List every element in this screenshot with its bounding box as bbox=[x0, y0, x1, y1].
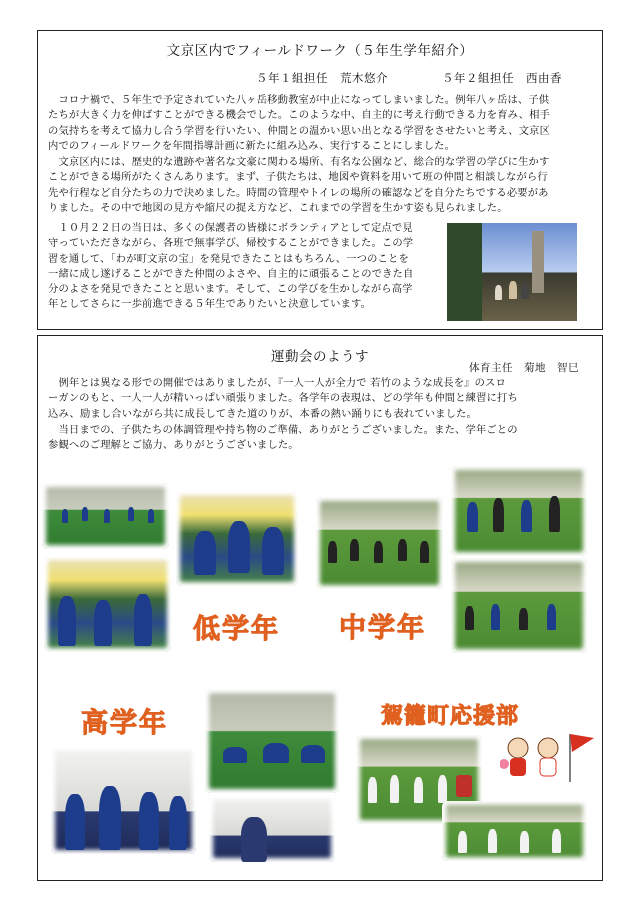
sports-day-title: 運動会のようす bbox=[271, 349, 369, 365]
teacher-class1: ５年１組担任 荒木悠介 bbox=[256, 71, 388, 85]
photo-upper-grade-2 bbox=[51, 746, 196, 854]
photo-middle-grade-2 bbox=[451, 466, 587, 556]
teacher-class2: ５年２組担任 西由香 bbox=[442, 71, 562, 85]
fieldwork-section bbox=[37, 30, 603, 330]
fieldwork-title: 文京区内でフィールドワーク（５年生学年紹介） bbox=[166, 43, 474, 59]
sports-day-paragraph-2: 当日までの、子供たちの体調管理や持ち物のご準備、ありがとうございました。また、学年ごとの 参観へのご理解とご協力、ありがとうございました。 bbox=[48, 424, 518, 452]
sports-day-paragraph-1: 例年とは異なる形での開催ではありましたが、『一人一人が全力で 若竹のような成長を』のスロ ーガンのもと、一人一人が精いっぱい頑張りました。各学年の表現は、どの学年も仲間と練習に打ち 込み、励まし合いながら共に成長してきた道のりが、本番の熱い踊りにも表れていました。 bbox=[48, 377, 518, 420]
photo-lower-grade-3 bbox=[44, 556, 171, 652]
photo-cheer-club-2 bbox=[442, 801, 587, 861]
fieldwork-photo bbox=[447, 223, 577, 321]
photo-lower-grade-1 bbox=[42, 483, 169, 549]
photo-upper-grade-3 bbox=[209, 795, 335, 862]
cheerleader-illustration bbox=[500, 728, 598, 783]
photo-upper-grade-1 bbox=[205, 689, 339, 793]
fieldwork-paragraph-2: 文京区内には、歴史的な遺跡や著名な文豪に関わる場所、有名な公園など、総合的な学習の学びに生かす ことができる場所がたくさんあります。まず、子供たちは、地図や資料を用いて班の仲間と相談しながら行 先や行程など自分たちの力で決めました。時間の管理やトイレの場所の確認などを自分たちでする必要があ りました。その中で地図の見方や縮尺の捉え方など、これまでの学習を生かす姿も見られました。 bbox=[48, 156, 550, 214]
photo-lower-grade-2 bbox=[176, 491, 298, 586]
photo-middle-grade-1 bbox=[316, 497, 443, 589]
fieldwork-paragraph-1: コロナ禍で、５年生で予定されていた八ヶ岳移動教室が中止になってしまいました。例年八ヶ岳は、子供 たちが大きく力を伸ばすことができる機会でした。このような中、自主的に考え行動できる力を育み、相手 の気持ちを考えて協力し合う学習を行いたい、仲間との温かい思い出となる学習をさせたいと考え、文京区 内でのフィールドワークを年間指導計画に新たに組み込み、実行することにしました。 bbox=[48, 94, 551, 152]
label-cheer-club: 駕籠町応援部 bbox=[381, 704, 520, 729]
photo-middle-grade-3 bbox=[451, 558, 587, 653]
label-middle-grade: 中学年 bbox=[339, 613, 426, 644]
label-lower-grade: 低学年 bbox=[193, 614, 280, 645]
label-upper-grade: 高学年 bbox=[81, 708, 168, 739]
fieldwork-paragraph-3: １０月２２日の当日は、多くの保護者の皆様にボランティアとして定点で見 守っていただきながら、各班で無事学び、帰校することができました。この学 習を通して、「わが町文京の宝」を発見できたことはもちろん、一つのことを 一緒に成し遂げることができた仲間のよさや、自主的に頑張ることのできた自 分のよさを発見できたことと思います。そして、この学びを生かしながら高学 年としてさらに一歩前進できる５年生でありたいと決意しています。 bbox=[48, 222, 414, 311]
sports-day-author: 体育主任 菊地 智巳 bbox=[469, 362, 579, 374]
